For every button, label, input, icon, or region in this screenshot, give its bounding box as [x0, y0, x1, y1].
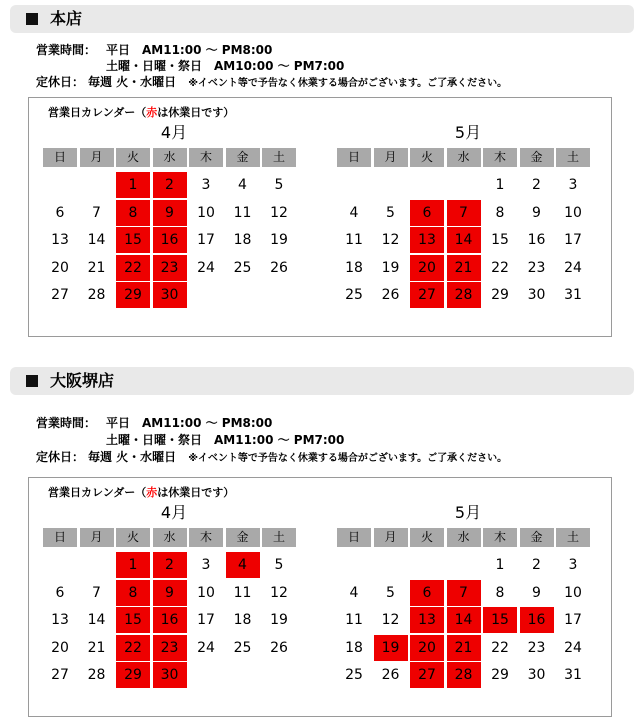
day-cell: 9: [532, 584, 541, 601]
empty-cell: [337, 172, 371, 198]
day-cell-closed: 20: [410, 635, 444, 661]
empty-cell: [410, 552, 444, 578]
day-cell-closed: 2: [153, 172, 187, 198]
day-cell-closed: 13: [410, 227, 444, 253]
day-cell: 19: [270, 232, 288, 248]
empty-cell: [80, 552, 114, 578]
weekday-header: 水: [447, 148, 481, 167]
day-cell: 26: [381, 667, 400, 683]
day-cell: 24: [197, 639, 215, 656]
weekend-hours: 土曜・日曜・祭日 AM10:00 〜 PM7:00: [106, 59, 345, 73]
store-title: 大阪堺店: [50, 371, 115, 390]
day-cell: 17: [564, 232, 582, 248]
day-cell-closed: 29: [116, 662, 150, 688]
day-cell: 11: [233, 204, 252, 221]
weekday-header: 日: [43, 148, 77, 167]
weekday-header: 水: [447, 528, 481, 547]
day-cell: 17: [564, 612, 582, 628]
day-cell: 25: [233, 639, 252, 656]
weekday-hours: 平日 AM11:00 〜 PM8:00: [106, 43, 273, 57]
closed-days: 毎週 火・水曜日: [88, 450, 177, 464]
day-cell: 30: [527, 667, 546, 683]
weekday-header: 火: [116, 148, 150, 167]
day-cell: 4: [238, 177, 247, 193]
weekday-header: 金: [226, 148, 260, 167]
day-cell-closed: 1: [116, 552, 150, 578]
day-cell: 22: [491, 639, 509, 656]
day-cell: 18: [345, 259, 363, 276]
section-header: [10, 5, 634, 33]
empty-cell: [410, 172, 444, 198]
day-cell-closed: 21: [447, 255, 481, 281]
closure-note: ※イベント等で予告なく休業する場合がございます。ご了承ください。: [188, 453, 508, 464]
weekday-header: 木: [483, 148, 517, 167]
closure-note: ※イベント等で予告なく休業する場合がございます。ご了承ください。: [188, 78, 508, 89]
day-cell: 25: [345, 287, 363, 303]
day-cell: 21: [87, 259, 106, 276]
day-cell: 23: [527, 259, 546, 276]
day-cell: 18: [345, 639, 363, 656]
day-cell: 20: [51, 639, 69, 656]
day-cell-closed: 23: [153, 255, 187, 281]
month-grid: [337, 148, 593, 310]
day-cell: 12: [381, 612, 400, 628]
day-cell: 26: [270, 639, 288, 656]
day-cell-closed: 9: [153, 580, 187, 606]
day-cell: 24: [197, 259, 215, 276]
day-cell: 10: [197, 584, 215, 601]
day-cell: 24: [564, 259, 582, 276]
weekday-header: 月: [374, 148, 408, 167]
hours-label: 営業時間：: [36, 416, 97, 430]
day-cell: 11: [233, 584, 252, 601]
day-cell: 12: [270, 204, 288, 221]
day-cell-closed: 30: [153, 662, 187, 688]
day-cell-closed: 27: [410, 282, 444, 308]
weekday-header: 土: [556, 148, 590, 167]
day-cell: 5: [386, 204, 395, 221]
month-may: [337, 122, 593, 310]
day-cell: 27: [51, 667, 69, 683]
day-cell-closed: 23: [153, 635, 187, 661]
day-cell: 6: [55, 204, 65, 221]
day-cell: 29: [491, 667, 509, 683]
day-cell-closed: 13: [410, 607, 444, 633]
day-cell-closed: 27: [410, 662, 444, 688]
day-cell: 7: [92, 204, 101, 221]
weekday-header: 日: [337, 528, 371, 547]
day-cell-closed: 15: [483, 607, 517, 633]
day-cell: 13: [51, 232, 69, 248]
day-cell: 3: [568, 177, 578, 193]
day-cell-closed: 22: [116, 255, 150, 281]
day-cell: 17: [197, 232, 215, 248]
day-cell-closed: 4: [226, 552, 260, 578]
day-cell: 25: [345, 667, 363, 683]
day-cell-closed: 29: [116, 282, 150, 308]
day-cell: 3: [201, 557, 211, 573]
weekday-header: 木: [189, 528, 223, 547]
day-cell: 31: [564, 667, 582, 683]
day-cell-closed: 20: [410, 255, 444, 281]
day-cell: 1: [495, 557, 505, 573]
day-cell: 14: [87, 612, 106, 628]
weekday-header: 土: [262, 148, 296, 167]
hours-line-2: [36, 58, 344, 74]
day-cell: 10: [564, 584, 582, 601]
day-cell: 25: [233, 259, 252, 276]
day-cell-closed: 28: [447, 282, 481, 308]
day-cell: 30: [527, 287, 546, 303]
square-bullet-icon: [26, 13, 38, 25]
weekday-header: 火: [116, 528, 150, 547]
day-cell: 4: [349, 204, 359, 221]
day-cell: 18: [233, 232, 252, 248]
weekday-header: 水: [153, 528, 187, 547]
day-cell: 23: [527, 639, 546, 656]
day-cell-closed: 14: [447, 607, 481, 633]
weekday-header: 日: [337, 148, 371, 167]
day-cell: 5: [274, 177, 284, 193]
empty-cell: [43, 552, 77, 578]
day-cell: 8: [495, 584, 505, 601]
day-cell-closed: 16: [153, 227, 187, 253]
business-calendar: [28, 97, 612, 337]
day-cell: 6: [55, 584, 65, 601]
closed-label: 定休日：: [36, 75, 85, 89]
day-cell: 11: [345, 232, 363, 248]
month-title: 4月: [160, 503, 188, 522]
day-cell: 7: [92, 584, 101, 601]
day-cell: 21: [87, 639, 106, 656]
day-cell: 2: [532, 177, 541, 193]
day-cell: 18: [233, 612, 252, 628]
store-title: 本店: [50, 9, 83, 28]
empty-cell: [337, 552, 371, 578]
day-cell-closed: 15: [116, 607, 150, 633]
day-cell-closed: 16: [520, 607, 554, 633]
month-grid: [43, 528, 299, 690]
weekend-hours: 土曜・日曜・祭日 AM11:00 〜 PM7:00: [106, 433, 345, 447]
day-cell: 28: [87, 287, 106, 303]
day-cell-closed: 30: [153, 282, 187, 308]
day-cell-closed: 21: [447, 635, 481, 661]
business-calendar: [28, 477, 612, 717]
day-cell-closed: 15: [116, 227, 150, 253]
month-title: 4月: [160, 123, 188, 142]
day-cell: 4: [349, 584, 359, 601]
empty-cell: [374, 552, 408, 578]
day-cell-closed: 2: [153, 552, 187, 578]
square-bullet-icon: [26, 375, 38, 387]
day-cell-closed: 7: [447, 200, 481, 226]
day-cell: 5: [274, 557, 284, 573]
day-cell: 19: [381, 259, 400, 276]
day-cell: 26: [270, 259, 288, 276]
day-cell-closed: 1: [116, 172, 150, 198]
weekday-header: 火: [410, 148, 444, 167]
month-grid: [337, 528, 593, 690]
day-cell: 20: [51, 259, 69, 276]
closed-line: [36, 449, 507, 467]
day-cell-closed: 9: [153, 200, 187, 226]
month-may: [337, 502, 593, 690]
day-cell-closed: 19: [374, 635, 408, 661]
day-cell: 2: [532, 557, 541, 573]
section-header: [10, 367, 634, 395]
closed-label: 定休日：: [36, 450, 85, 464]
month-april: [43, 122, 299, 310]
weekday-header: 土: [556, 528, 590, 547]
day-cell: 8: [495, 204, 505, 221]
hours-label: 営業時間：: [36, 43, 97, 57]
day-cell: 16: [527, 232, 546, 248]
day-cell: 10: [197, 204, 215, 221]
month-title: 5月: [454, 503, 482, 522]
day-cell: 1: [495, 177, 505, 193]
day-cell: 24: [564, 639, 582, 656]
calendar-title: 営業日カレンダー（赤は休業日です）: [48, 106, 235, 119]
day-cell-closed: 28: [447, 662, 481, 688]
month-title: 5月: [454, 123, 482, 142]
month-april: [43, 502, 299, 690]
closed-days: 毎週 火・水曜日: [88, 75, 177, 89]
day-cell: 10: [564, 204, 582, 221]
day-cell-closed: 16: [153, 607, 187, 633]
weekday-header: 木: [189, 148, 223, 167]
day-cell: 31: [564, 287, 582, 303]
day-cell-closed: 22: [116, 635, 150, 661]
empty-cell: [447, 552, 481, 578]
day-cell-closed: 14: [447, 227, 481, 253]
day-cell: 3: [568, 557, 578, 573]
weekday-header: 月: [374, 528, 408, 547]
day-cell: 27: [51, 287, 69, 303]
weekday-header: 火: [410, 528, 444, 547]
calendar-title: 営業日カレンダー（赤は休業日です）: [48, 486, 235, 499]
weekday-header: 金: [520, 148, 554, 167]
weekday-header: 日: [43, 528, 77, 547]
day-cell-closed: 8: [116, 580, 150, 606]
day-cell: 13: [51, 612, 69, 628]
day-cell: 3: [201, 177, 211, 193]
day-cell-closed: 8: [116, 200, 150, 226]
day-cell: 12: [381, 232, 400, 248]
day-cell: 19: [270, 612, 288, 628]
hours-line-1: [36, 42, 272, 58]
day-cell: 9: [532, 204, 541, 221]
empty-cell: [80, 172, 114, 198]
closed-line: [36, 74, 507, 92]
empty-cell: [447, 172, 481, 198]
day-cell: 26: [381, 287, 400, 303]
empty-cell: [43, 172, 77, 198]
day-cell: 28: [87, 667, 106, 683]
hours-line-2: [36, 432, 344, 448]
hours-line-1: [36, 415, 272, 431]
weekday-header: 金: [226, 528, 260, 547]
day-cell: 17: [197, 612, 215, 628]
day-cell-closed: 6: [410, 200, 444, 226]
weekday-header: 水: [153, 148, 187, 167]
weekday-header: 木: [483, 528, 517, 547]
day-cell: 11: [345, 612, 363, 628]
day-cell: 15: [491, 232, 509, 248]
day-cell: 14: [87, 232, 106, 248]
day-cell-closed: 7: [447, 580, 481, 606]
weekday-header: 月: [80, 148, 114, 167]
day-cell: 29: [491, 287, 509, 303]
day-cell: 22: [491, 259, 509, 276]
weekday-header: 土: [262, 528, 296, 547]
day-cell: 12: [270, 584, 288, 601]
weekday-header: 金: [520, 528, 554, 547]
day-cell: 5: [386, 584, 395, 601]
weekday-hours: 平日 AM11:00 〜 PM8:00: [106, 416, 273, 430]
month-grid: [43, 148, 299, 310]
weekday-header: 月: [80, 528, 114, 547]
empty-cell: [374, 172, 408, 198]
day-cell-closed: 6: [410, 580, 444, 606]
